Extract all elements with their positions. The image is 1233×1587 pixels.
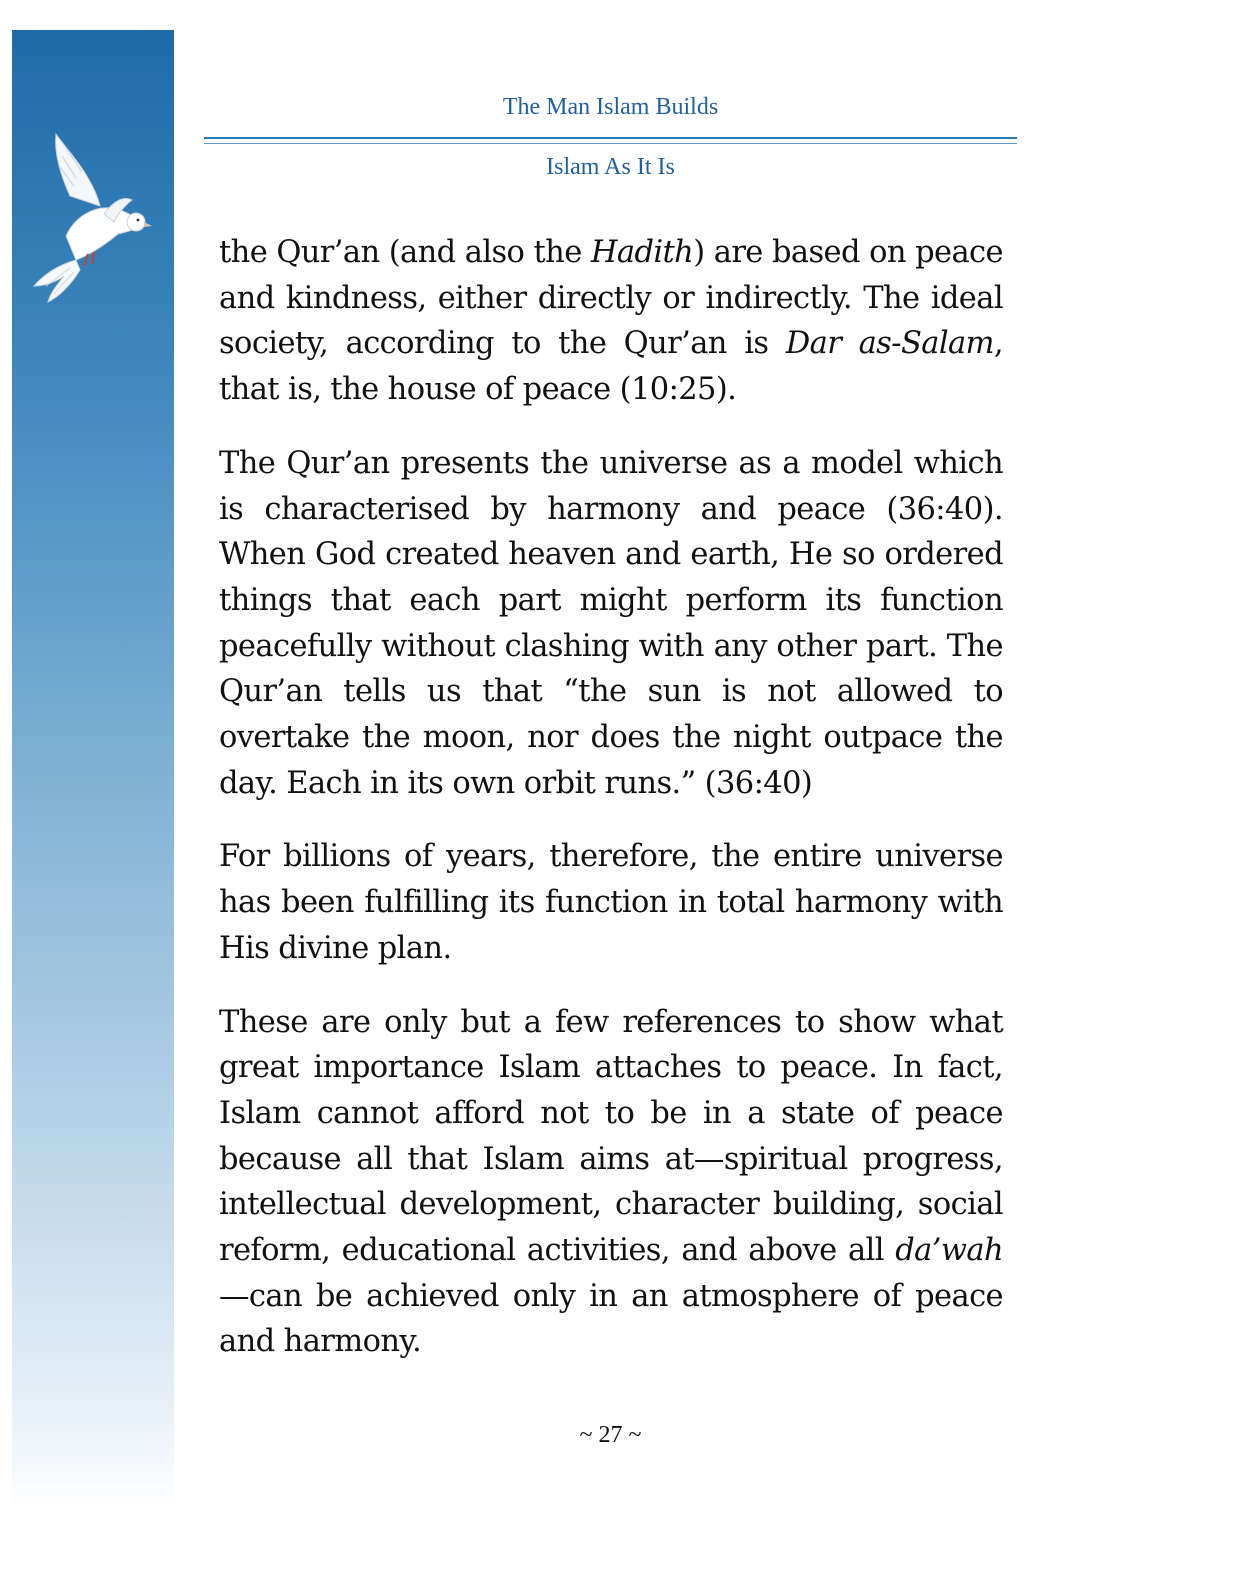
text-run: the Qur’an (and also the [219,235,591,270]
body-text [219,230,1003,1393]
italic-term: Hadith [590,235,694,270]
text-run: These are only but a few references to show what great importance Islam attaches to peace. In fact, Islam cannot afford not to be in a state of peace because all that Islam aims at—spiritual progress, intellectual development, character building, social reform, educational activities, and above all [219,1004,1003,1269]
running-header-book-title: The Man Islam Builds [502,94,719,120]
text-run: , that is, the house of peace (10:25). [219,326,1003,408]
header-rule [204,137,1017,139]
page-number: ~ 27 ~ [579,1422,642,1448]
italic-term: Dar as-Salam [785,326,994,362]
text-run: —can be achieved only in an atmosphere of peace and harmony. [219,1278,1003,1360]
paragraph [219,1000,1003,1366]
text-run: For billions of years, therefore, the entire universe has been fulfilling its function in total harmony with His divine plan. [219,839,1003,966]
text-run: ) are based on peace and kindness, either directly or indirectly. The ideal society, according to the Qur’an is [219,235,1003,362]
paragraph [219,834,1003,971]
italic-term: da’wah [895,1233,1003,1269]
header-rule-thin [204,143,1017,144]
paragraph [219,441,1003,807]
white-dove-icon [26,126,156,306]
running-header-section-title: Islam As It Is [546,154,675,180]
paragraph [219,230,1003,413]
text-run: The Qur’an presents the universe as a model which is characterised by harmony and peace (36:40). When God created heaven and earth, He so ordered things that each part might perform its function peacefully without clashing with any other part. The Qur’an tells us that “the sun is not allowed to overtake the moon, nor does the night outpace the day. Each in its own orbit runs.” (36:40) [219,445,1003,801]
